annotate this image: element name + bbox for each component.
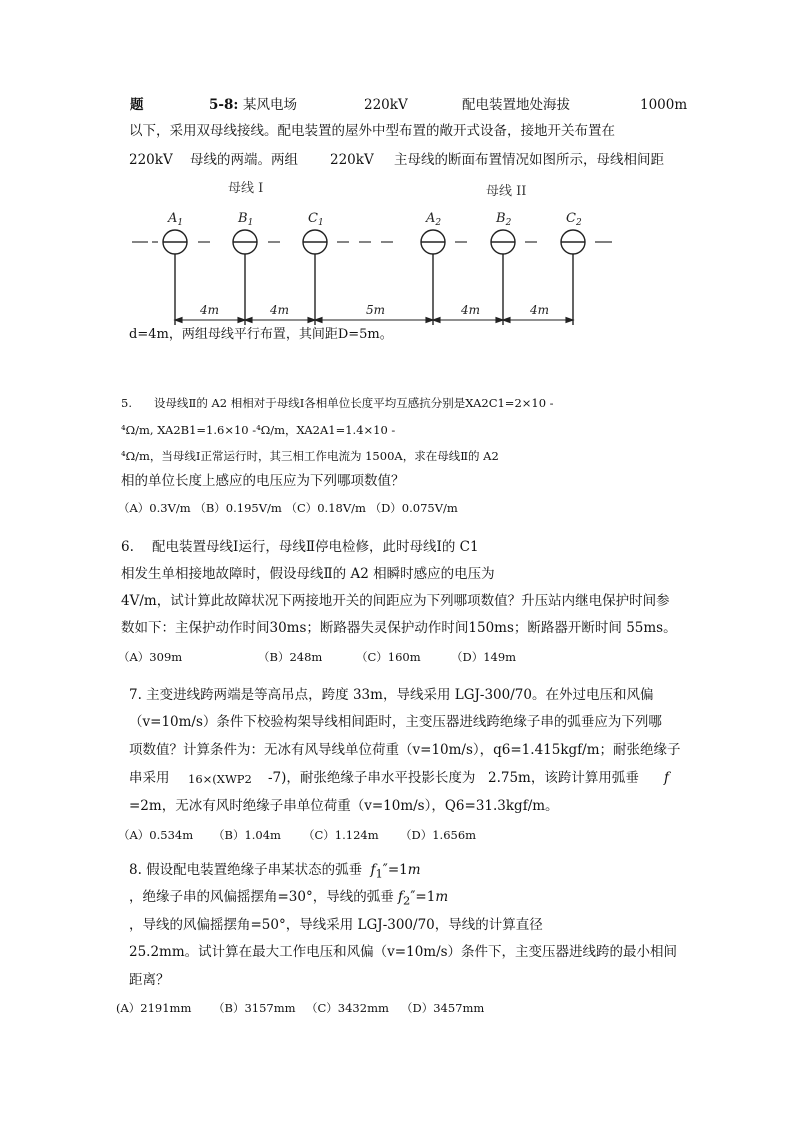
q8-f2-sub: 2 bbox=[403, 893, 411, 908]
intro-3d: 主母线的断面布置情况如图所示，母线相间距 bbox=[394, 152, 664, 168]
phase-C1 bbox=[303, 230, 327, 325]
phase-B2 bbox=[491, 230, 515, 325]
phase-A2 bbox=[421, 230, 445, 325]
q8-line-2-text: ，绝缘子串的风偏摇摆角=30°，导线的弧垂 bbox=[129, 889, 394, 905]
q8-option-a: (A）2191mm bbox=[116, 1001, 192, 1015]
phase-label-A1: $A_1$ bbox=[168, 211, 184, 228]
q7-option-a: （A）0.534m bbox=[118, 828, 194, 842]
header-code: 5-8: bbox=[209, 97, 239, 113]
dimension-line bbox=[175, 318, 573, 323]
q6-line-1: 配电装置母线Ⅰ运行，母线Ⅱ停电检修，此时母线Ⅰ的 C1 bbox=[152, 539, 479, 555]
q7-option-d: （D）1.656m bbox=[400, 828, 477, 842]
header-text-2: 220kV bbox=[364, 97, 408, 113]
q8-line-3: ，导线的风偏摇摆角=50°，导线采用 LGJ-300/70，导线的计算直径 bbox=[129, 917, 543, 933]
q6-option-a: （A）309m bbox=[118, 650, 183, 664]
q7-line-4c: -7)，耐张绝缘子串水平投影长度为 bbox=[268, 770, 476, 786]
header-text-4: 1000m bbox=[640, 97, 688, 113]
q7-line-4b: 16×(XWP2 bbox=[188, 772, 252, 786]
phase-label-B1: $B_1$ bbox=[238, 211, 254, 228]
phase-label-B2: $B_2$ bbox=[496, 211, 512, 228]
q6-number: 6. bbox=[121, 539, 134, 555]
phase-label-C1: $C_1$ bbox=[308, 211, 324, 228]
intro-after-figure: d=4m，两组母线平行布置，其间距D=5m。 bbox=[129, 327, 393, 342]
q6-line-4: 数如下：主保护动作时间30ms；断路器失灵保护动作时间150ms；断路器开断时间 55ms。 bbox=[121, 620, 677, 636]
q5-line-2: ⁴Ω/m, XA2B1=1.6×10 -⁴Ω/m，XA2A1=1.4×10 - bbox=[121, 423, 396, 437]
q8-option-b: （B）3157mm bbox=[213, 1001, 296, 1015]
dim-label-5: 4m bbox=[530, 303, 550, 317]
q6-line-2: 相发生单相接地故障时，假设母线Ⅱ的 A2 相瞬时感应的电压为 bbox=[121, 566, 495, 582]
q7-line-4a: 串采用 bbox=[129, 770, 170, 786]
q8-f1-value: ″=1 bbox=[382, 862, 408, 878]
q5-line-1: 设母线Ⅱ的 A2 相相对于母线Ⅰ各相单位长度平均互感抗分别是XA2C1=2×10 - bbox=[154, 396, 554, 410]
q8-f1-sub: 1 bbox=[375, 866, 383, 881]
q6-line-3: 4V/m，试计算此故障状况下两接地开关的间距应为下列哪项数值？升压站内继电保护时间参 bbox=[121, 593, 670, 609]
phase-C2 bbox=[561, 230, 585, 325]
q6-option-c: （C）160m bbox=[356, 650, 421, 664]
q8-line-2 bbox=[129, 888, 448, 910]
q8-option-d: （D）3457mm bbox=[401, 1001, 485, 1015]
bus-1-label: 母线 I bbox=[228, 181, 264, 196]
q8-f2-value: ″=1 bbox=[410, 889, 436, 905]
q8-option-c: （C）3432mm bbox=[306, 1001, 389, 1015]
q5-options: （A）0.3V/m （B）0.195V/m （C）0.18V/m （D）0.075V/m bbox=[118, 501, 458, 515]
header-label: 题 bbox=[130, 97, 144, 113]
q7-line-4e: f bbox=[664, 770, 669, 786]
q5-number: 5. bbox=[121, 396, 132, 410]
q8-line-5: 距离？ bbox=[129, 972, 170, 988]
q7-line-4d: 2.75m，该跨计算用弧垂 bbox=[488, 770, 639, 786]
q8-line-4: 25.2mm。试计算在最大工作电压和风偏（v=10m/s）条件下，主变压器进线跨的最小相间 bbox=[129, 944, 678, 960]
q8-f2-symbol: f bbox=[398, 889, 404, 905]
q7-option-b: （B）1.04m bbox=[213, 828, 281, 842]
q7-line-2: （v=10m/s）条件下校验构架导线相间距时，主变压器进线跨绝缘子串的弧垂应为下列哪 bbox=[129, 714, 662, 730]
phase-A1 bbox=[163, 230, 187, 325]
intro-line-2: 以下，采用双母线接线。配电装置的屋外中型布置的敞开式设备，接地开关布置在 bbox=[129, 123, 615, 139]
dim-label-4: 4m bbox=[461, 303, 481, 317]
q6-option-b: （B）248m bbox=[258, 650, 323, 664]
header-text-1: 某风电场 bbox=[243, 97, 297, 113]
q8-f1-unit: m bbox=[407, 862, 421, 878]
phase-B1 bbox=[233, 230, 257, 325]
phase-label-C2: $C_2$ bbox=[566, 211, 582, 228]
q8-line-1-text: 8. 假设配电装置绝缘子串某状态的弧垂 bbox=[129, 862, 363, 878]
q8-f1-symbol: f bbox=[370, 862, 376, 878]
intro-3c: 220kV bbox=[330, 152, 374, 168]
busbar-figure bbox=[0, 0, 794, 340]
q7-line-1: 7. 主变进线跨两端是等高吊点，跨度 33m，导线采用 LGJ-300/70。在外过电压和风偏 bbox=[129, 687, 654, 703]
dim-label-2: 4m bbox=[270, 303, 290, 317]
q5-line-3: ⁴Ω/m，当母线Ⅰ正常运行时，其三相工作电流为 1500A，求在母线Ⅱ的 A2 bbox=[121, 449, 499, 463]
dim-label-3: 5m bbox=[366, 303, 386, 317]
q7-line-3: 项数值？计算条件为：无冰有风导线单位荷重（v=10m/s），q6=1.415kgf/m；耐张绝缘子 bbox=[129, 742, 681, 758]
q8-line-1 bbox=[129, 861, 421, 883]
dim-label-1: 4m bbox=[200, 303, 220, 317]
q7-option-c: （C）1.124m bbox=[303, 828, 379, 842]
header-text-3: 配电装置地处海拔 bbox=[462, 97, 570, 113]
q7-line-5: =2m，无冰有风时绝缘子串单位荷重（v=10m/s），Q6=31.3kgf/m。 bbox=[129, 798, 559, 814]
intro-3b: 母线的两端。两组 bbox=[190, 152, 298, 168]
phase-label-A2: $A_2$ bbox=[426, 211, 442, 228]
bus-2-label: 母线 II bbox=[486, 184, 527, 199]
q6-option-d: （D）149m bbox=[451, 650, 517, 664]
intro-3a: 220kV bbox=[129, 152, 173, 168]
q5-line-4: 相的单位长度上感应的电压应为下列哪项数值？ bbox=[121, 473, 405, 489]
q8-f2-unit: m bbox=[435, 889, 449, 905]
